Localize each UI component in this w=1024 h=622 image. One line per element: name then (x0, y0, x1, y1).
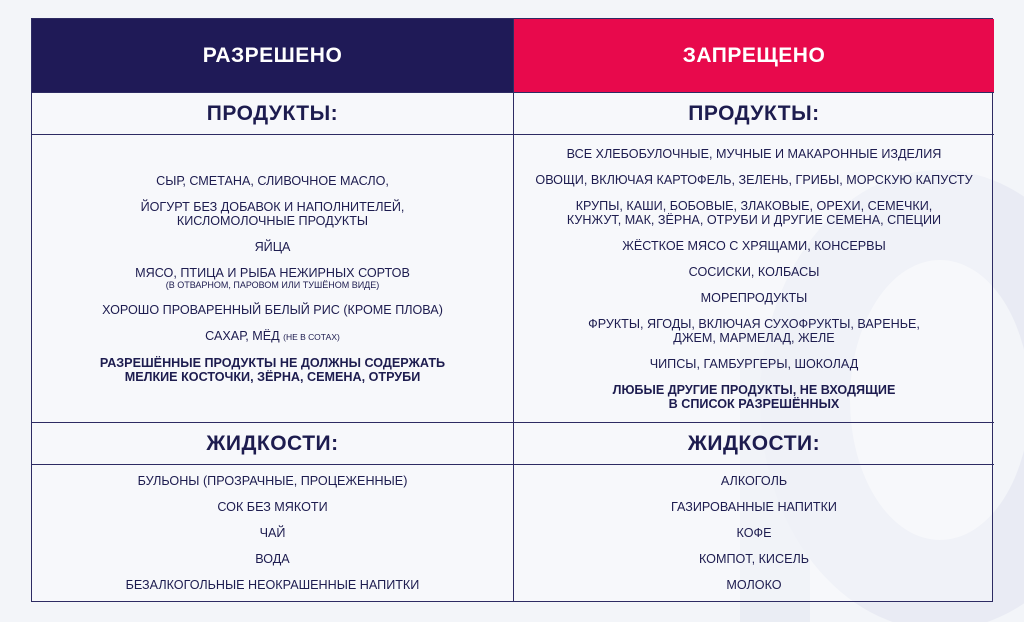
list-item-text: ФРУКТЫ, ЯГОДЫ, ВКЛЮЧАЯ СУХОФРУКТЫ, ВАРЕНЬЕ, (588, 316, 920, 331)
allowed-products-title (32, 93, 514, 135)
forbidden-products-title-text: ПРОДУКТЫ: (688, 101, 820, 125)
allowed-header (32, 19, 514, 93)
list-item-text: ЧАЙ (259, 526, 286, 540)
allowed-liquids-title-text: ЖИДКОСТИ: (206, 431, 339, 455)
allowed-liquids-title (32, 423, 514, 465)
forbidden-header-label: ЗАПРЕЩЕНО (682, 43, 826, 67)
list-item (205, 329, 340, 344)
list-item (141, 200, 405, 228)
list-item-text: ДЖЕМ, МАРМЕЛАД, ЖЕЛЕ (673, 330, 835, 345)
list-item-note: (В ОТВАРНОМ, ПАРОВОМ ИЛИ ТУШЁНОМ ВИДЕ) (165, 279, 380, 290)
allowed-products-list (32, 135, 514, 423)
forbidden-liquids-list (514, 465, 994, 601)
list-item (135, 266, 410, 291)
list-item (260, 526, 286, 540)
list-item-text: ХОРОШО ПРОВАРЕННЫЙ БЕЛЫЙ РИС (КРОМЕ ПЛОВА) (102, 302, 443, 317)
list-item (138, 474, 408, 488)
list-item-text: МОЛОКО (726, 578, 782, 592)
list-item (567, 147, 942, 161)
list-item-warning (613, 383, 896, 411)
list-item (588, 317, 920, 345)
list-item (671, 500, 837, 514)
list-item (255, 552, 289, 566)
forbidden-liquids-title-text: ЖИДКОСТИ: (687, 431, 821, 455)
forbidden-header (514, 19, 994, 93)
list-item (650, 357, 859, 371)
list-item-text: МЕЛКИЕ КОСТОЧКИ, ЗЁРНА, СЕМЕНА, ОТРУБИ (124, 369, 421, 384)
list-item-text: В СПИСОК РАЗРЕШЁННЫХ (668, 396, 840, 411)
list-item (255, 240, 291, 254)
list-item-text: БЕЗАЛКОГОЛЬНЫЕ НЕОКРАШЕННЫЕ НАПИТКИ (125, 578, 420, 592)
list-item-text: СОК БЕЗ МЯКОТИ (217, 500, 328, 514)
list-item-text: ЧИПСЫ, ГАМБУРГЕРЫ, ШОКОЛАД (649, 356, 859, 371)
list-item (701, 291, 808, 305)
forbidden-liquids-title (514, 423, 994, 465)
list-item-note: (НЕ В СОТАХ) (283, 331, 340, 342)
forbidden-products-title (514, 93, 994, 135)
list-item (156, 174, 389, 188)
list-item-text: МОРЕПРОДУКТЫ (700, 290, 808, 305)
list-item-text: КОФЕ (736, 526, 772, 540)
list-item (737, 526, 772, 540)
list-item-text: САХАР, МЁД (205, 328, 280, 343)
list-item (567, 199, 941, 227)
list-item-text: ГАЗИРОВАННЫЕ НАПИТКИ (671, 500, 837, 514)
list-item-text: МЯСО, ПТИЦА И РЫБА НЕЖИРНЫХ СОРТОВ (135, 265, 410, 280)
allowed-liquids-list (32, 465, 514, 601)
diet-table (31, 18, 993, 602)
list-item (535, 173, 972, 187)
list-item (102, 303, 443, 317)
list-item-text: КУНЖУТ, МАК, ЗЁРНА, ОТРУБИ И ДРУГИЕ СЕМЕНА, СПЕЦИИ (566, 212, 942, 227)
list-item-text: СОСИСКИ, КОЛБАСЫ (688, 264, 820, 279)
forbidden-products-list (514, 135, 994, 423)
list-item (726, 578, 781, 592)
list-item-text: ВСЕ ХЛЕБОБУЛОЧНЫЕ, МУЧНЫЕ И МАКАРОННЫЕ ИЗДЕЛИЯ (566, 146, 942, 161)
list-item-text: БУЛЬОНЫ (ПРОЗРАЧНЫЕ, ПРОЦЕЖЕННЫЕ) (137, 474, 408, 488)
list-item (622, 239, 885, 253)
list-item-text: КОМПОТ, КИСЕЛЬ (698, 552, 810, 566)
list-item (721, 474, 787, 488)
list-item-text: АЛКОГОЛЬ (720, 474, 788, 488)
list-item-text: СЫР, СМЕТАНА, СЛИВОЧНОЕ МАСЛО, (156, 173, 389, 188)
list-item (689, 265, 820, 279)
list-item-text: ЯЙЦА (254, 239, 291, 254)
list-item (699, 552, 809, 566)
list-item-text: КИСЛОМОЛОЧНЫЕ ПРОДУКТЫ (176, 213, 369, 228)
list-item-text: РАЗРЕШЁННЫЕ ПРОДУКТЫ НЕ ДОЛЖНЫ СОДЕРЖАТЬ (99, 355, 446, 370)
list-item-text: ЖЁСТКОЕ МЯСО С ХРЯЩАМИ, КОНСЕРВЫ (622, 238, 886, 253)
allowed-products-title-text: ПРОДУКТЫ: (206, 101, 339, 125)
list-item (126, 578, 420, 592)
list-item-text: КРУПЫ, КАШИ, БОБОВЫЕ, ЗЛАКОВЫЕ, ОРЕХИ, СЕМЕЧКИ, (575, 198, 933, 213)
list-item-warning (100, 356, 445, 384)
list-item-text: ОВОЩИ, ВКЛЮЧАЯ КАРТОФЕЛЬ, ЗЕЛЕНЬ, ГРИБЫ, МОРСКУЮ КАПУСТУ (535, 172, 973, 187)
list-item-text: ЙОГУРТ БЕЗ ДОБАВОК И НАПОЛНИТЕЛЕЙ, (140, 199, 405, 214)
allowed-header-label: РАЗРЕШЕНО (202, 43, 343, 67)
list-item (217, 500, 327, 514)
list-item-text: ВОДА (255, 552, 290, 566)
list-item-text: ЛЮБЫЕ ДРУГИЕ ПРОДУКТЫ, НЕ ВХОДЯЩИЕ (612, 382, 896, 397)
